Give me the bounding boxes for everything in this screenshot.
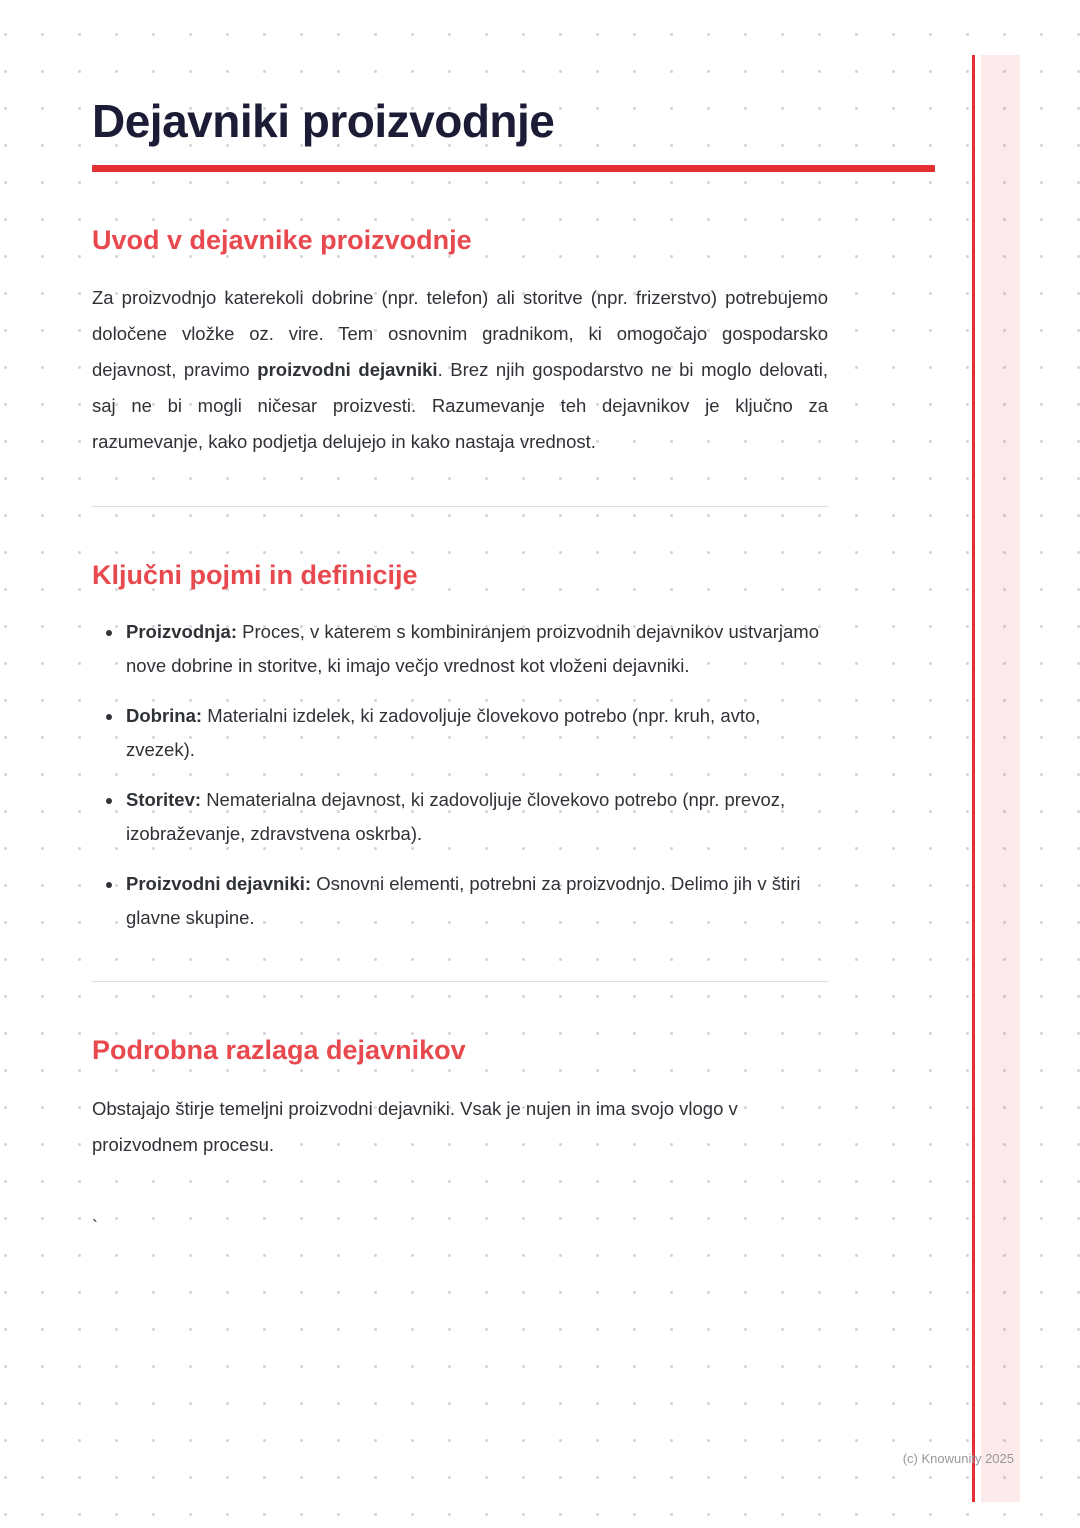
right-accent-line: [972, 55, 975, 1502]
section-heading-detail: Podrobna razlaga dejavnikov: [92, 1035, 466, 1066]
list-item-proizvodni-dejavniki: [124, 867, 828, 935]
definition-term: Proizvodnja:: [126, 621, 238, 643]
section-heading-definitions: Ključni pojmi in definicije: [92, 559, 418, 590]
list-item-dobrina: [124, 699, 828, 767]
stray-backtick-text: `: [92, 1216, 98, 1237]
section-divider: [92, 981, 828, 982]
detail-paragraph: Obstajajo štirje temeljni proizvodni dejavniki. Vsak je nujen in ima svojo vlogo v proizvodnem procesu.: [92, 1097, 738, 1155]
definition-text: Nematerialna dejavnost, ki zadovoljuje človekovo potrebo (npr. prevoz, izobraževanje, zdravstvena oskrba).: [126, 789, 786, 845]
definition-text: Materialni izdelek, ki zadovoljuje človekovo potrebo (npr. kruh, avto, zvezek).: [126, 705, 761, 761]
definitions-list: [92, 615, 828, 935]
intro-paragraph: [92, 280, 828, 460]
copyright-text: (c) Knowunity 2025: [902, 1451, 1014, 1466]
list-item-storitev: [124, 783, 828, 851]
intro-paragraph-text-post: . Brez njih gospodarstvo ne bi moglo delovati, saj ne bi mogli ničesar proizvesti. Razumevanje teh dejavnikov je ključno za razumevanje, kako podjetja delujejo in kako nastaja vrednost.: [92, 358, 828, 452]
section-divider: [92, 506, 828, 507]
list-item-proizvodnja: [124, 615, 828, 683]
definition-term: Storitev:: [126, 789, 202, 811]
definition-term: Proizvodni dejavniki:: [126, 873, 312, 895]
page-title: Dejavniki proizvodnje: [92, 95, 555, 147]
definition-text: Osnovni elementi, potrebni za proizvodnjo. Delimo jih v štiri glavne skupine.: [126, 873, 801, 929]
definition-term: Dobrina:: [126, 705, 203, 727]
document-content: [92, 0, 828, 1238]
title-underline-rule: [92, 165, 935, 172]
definition-text: Proces, v katerem s kombiniranjem proizvodnih dejavnikov ustvarjamo nove dobrine in storitve, ki imajo večjo vrednost kot vloženi dejavniki.: [126, 621, 819, 677]
right-accent-band: [981, 55, 1020, 1502]
intro-paragraph-bold-term: proizvodni dejavniki: [257, 358, 438, 380]
section-heading-intro: Uvod v dejavnike proizvodnje: [92, 224, 472, 255]
intro-paragraph-text-pre: Za proizvodnjo katerekoli dobrine (npr. telefon) ali storitve (npr. frizerstvo) potrebujemo določene vložke oz. vire. Tem osnovnim gradnikom, ki omogočajo gospodarsko dejavnost, pravimo: [92, 286, 828, 380]
